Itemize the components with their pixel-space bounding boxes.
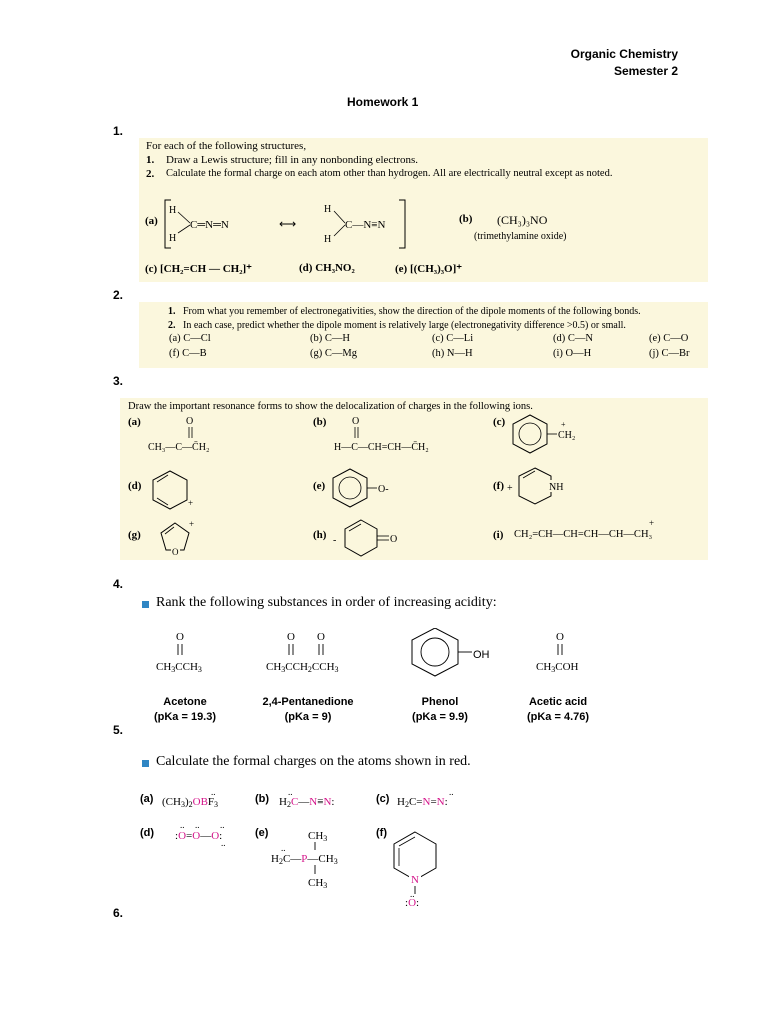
ion-h-label: (h) (313, 529, 327, 541)
svg-text:O: O (287, 631, 295, 643)
bond-h: (h) N—H (432, 348, 473, 359)
svg-text:(CH3)2OBF3: (CH3)2OBF3 (162, 796, 219, 809)
svg-text:O: O (556, 631, 564, 643)
ion-d-label: (d) (128, 480, 142, 492)
problem-1-intro: For each of the following structures, (146, 140, 307, 152)
structure-e: (e) [(CH₃)₃O]⁺ (395, 263, 463, 275)
formal-charge-f-label: (f) (376, 827, 387, 839)
structure-b-label: (b) (459, 213, 473, 225)
formal-charge-b-label: (b) (255, 793, 270, 805)
ion-f-label: (f) (493, 480, 504, 492)
ion-c-label: (c) (493, 416, 506, 428)
svg-text:CH3: CH3 (308, 877, 328, 890)
pentanedione-pka: (pKa = 9) (284, 711, 332, 723)
problem-number-5: 5. (113, 723, 124, 737)
phenol-name: Phenol (421, 696, 459, 708)
problem-2-box (139, 302, 708, 368)
ion-h-structure (333, 516, 423, 564)
structure-d: (d) CH₃NO₂ (299, 262, 355, 274)
svg-text:H: H (169, 233, 177, 244)
phenol-pka: (pKa = 9.9) (412, 711, 468, 723)
problem-4-title: Rank the following substances in order of increasing acidity: (156, 595, 497, 610)
svg-text:+: + (507, 483, 513, 494)
svg-text::O:: :O: (405, 897, 420, 909)
problem-1-box (139, 138, 708, 282)
acetic-acid-name: Acetic acid (528, 696, 588, 708)
svg-text:+: + (188, 498, 194, 508)
svg-text:+: + (561, 420, 566, 429)
pentanedione-name: 2,4-Pentanedione (262, 696, 354, 708)
svg-text:H: H (324, 204, 332, 215)
svg-text:-: - (333, 535, 337, 546)
ion-g-structure (155, 518, 205, 560)
svg-text:..: .. (281, 843, 286, 853)
problem-4-bullet (142, 601, 149, 608)
problem-2-line2-number: 2. (168, 320, 176, 331)
problem-3-intro: Draw the important resonance forms to show the delocalization of charges in the following ions. (128, 401, 533, 412)
problem-1-step1: Draw a Lewis structure; fill in any nonbonding electrons. (166, 154, 419, 166)
phenol-oh: OH (473, 649, 490, 661)
svg-text:..: .. (180, 820, 185, 830)
svg-text:CH₃—C—C̄H₂: CH₃—C—C̄H₂ (148, 442, 210, 453)
bond-d: (d) C—N (553, 333, 593, 344)
svg-text:O: O (352, 416, 360, 427)
structure-b-formula: (CH₃)₃NO (497, 213, 548, 227)
ion-e-structure (330, 466, 420, 514)
structure-c: (c) [CH₂=CH — CH₂]⁺ (145, 263, 252, 275)
bond-c: (c) C—Li (432, 333, 474, 344)
ion-a-label: (a) (128, 416, 141, 428)
svg-text:+: + (189, 519, 195, 529)
bond-a: (a) C—Cl (169, 333, 211, 344)
svg-text:H2C—N≡N:: H2C—N≡N: (279, 796, 335, 809)
svg-text:N: N (411, 874, 419, 886)
problem-5-bullet (142, 760, 149, 767)
svg-text::O=O—O:: :O=O—O: (175, 830, 223, 842)
svg-text:H: H (324, 234, 332, 245)
problem-number-2: 2. (113, 288, 124, 302)
problem-3-box (120, 398, 708, 560)
svg-text:..: .. (195, 820, 200, 830)
svg-text:O-: O- (378, 484, 389, 495)
svg-text:C—N≡N: C—N≡N (345, 219, 386, 231)
svg-text:CH3CCH2CCH3: CH3CCH2CCH3 (266, 661, 339, 674)
svg-text:H—C—CH=CH—C̄H₂: H—C—CH=CH—C̄H₂ (334, 442, 429, 453)
svg-text:NH: NH (549, 482, 564, 493)
bond-g: (g) C—Mg (310, 348, 357, 359)
ion-a-structure (144, 414, 264, 458)
acetic-acid-pka: (pKa = 4.76) (526, 711, 590, 723)
svg-text:O: O (390, 534, 398, 545)
ion-f-structure (507, 464, 587, 514)
svg-text:O: O (317, 631, 325, 643)
ion-g-label: (g) (128, 529, 141, 541)
problem-number-1: 1. (113, 124, 124, 138)
ion-d-structure (150, 468, 200, 516)
problem-4-structures (140, 628, 680, 680)
svg-text:O: O (172, 547, 179, 557)
problem-number-6: 6. (113, 906, 124, 920)
problem-2-line2: In each case, predict whether the dipole moment is relatively large (electronegativity difference >0.5) or small. (183, 320, 626, 331)
semester-label: Semester 2 (613, 64, 678, 78)
bond-e: (e) C—O (649, 333, 689, 344)
svg-text:H: H (169, 205, 177, 216)
svg-text:O: O (176, 631, 184, 643)
svg-text:H2C—P—CH3: H2C—P—CH3 (271, 853, 338, 866)
problem-1-step2: Calculate the formal charge on each atom other than hydrogen. All are electrically neutral except as noted. (166, 168, 613, 179)
bond-b: (b) C—H (310, 333, 350, 344)
svg-text:..: .. (449, 787, 454, 797)
acetone-pka: (pKa = 19.3) (153, 711, 217, 723)
ion-e-label: (e) (313, 480, 326, 492)
acetone-name: Acetone (163, 696, 207, 708)
structure-a-label: (a) (145, 215, 158, 227)
svg-text:CH₂: CH₂ (558, 430, 576, 441)
ion-b-structure (330, 414, 470, 458)
problem-5-title: Calculate the formal charges on the atoms shown in red. (156, 754, 471, 769)
svg-text:⟷: ⟷ (279, 217, 297, 231)
problem-1-step2-number: 2. (146, 168, 155, 180)
svg-text:H2C=N=N:: H2C=N=N: (397, 796, 448, 809)
ion-c-structure (510, 412, 610, 458)
ion-i-label: (i) (493, 529, 504, 541)
svg-text:..: .. (288, 787, 293, 797)
ion-i-charge: + (649, 518, 655, 528)
svg-text:..: .. (410, 889, 415, 899)
svg-text:..: .. (211, 787, 216, 797)
ion-i-formula: CH₂=CH—CH=CH—CH—CH₃ (514, 529, 653, 540)
problem-5-structures (160, 782, 480, 912)
bond-i: (i) O—H (553, 348, 592, 359)
ion-b-label: (b) (313, 416, 327, 428)
problem-number-3: 3. (113, 374, 124, 388)
svg-text:C═N═N: C═N═N (190, 219, 229, 231)
svg-text:O: O (186, 416, 194, 427)
bond-j: (j) C—Br (649, 348, 690, 359)
bond-f: (f) C—B (169, 348, 207, 359)
svg-text:CH3COH: CH3COH (536, 661, 579, 674)
formal-charge-e-label: (e) (255, 827, 269, 839)
svg-text:CH3: CH3 (308, 830, 328, 843)
svg-text:..: .. (220, 820, 225, 830)
course-title: Organic Chemistry (570, 47, 678, 61)
formal-charge-c-label: (c) (376, 793, 390, 805)
problem-number-4: 4. (113, 577, 124, 591)
formal-charge-d-label: (d) (140, 827, 155, 839)
formal-charge-a-label: (a) (140, 793, 154, 805)
problem-1-step1-number: 1. (146, 154, 155, 166)
svg-text:CH3CCH3: CH3CCH3 (156, 661, 202, 674)
structure-a-resonance (159, 196, 419, 252)
page-title: Homework 1 (347, 95, 419, 109)
problem-2-line1-number: 1. (168, 306, 176, 317)
problem-2-line1: From what you remember of electronegativities, show the direction of the dipole moments of the following bonds. (183, 306, 641, 317)
svg-text:..: .. (221, 838, 226, 848)
structure-b-name: (trimethylamine oxide) (474, 231, 567, 242)
